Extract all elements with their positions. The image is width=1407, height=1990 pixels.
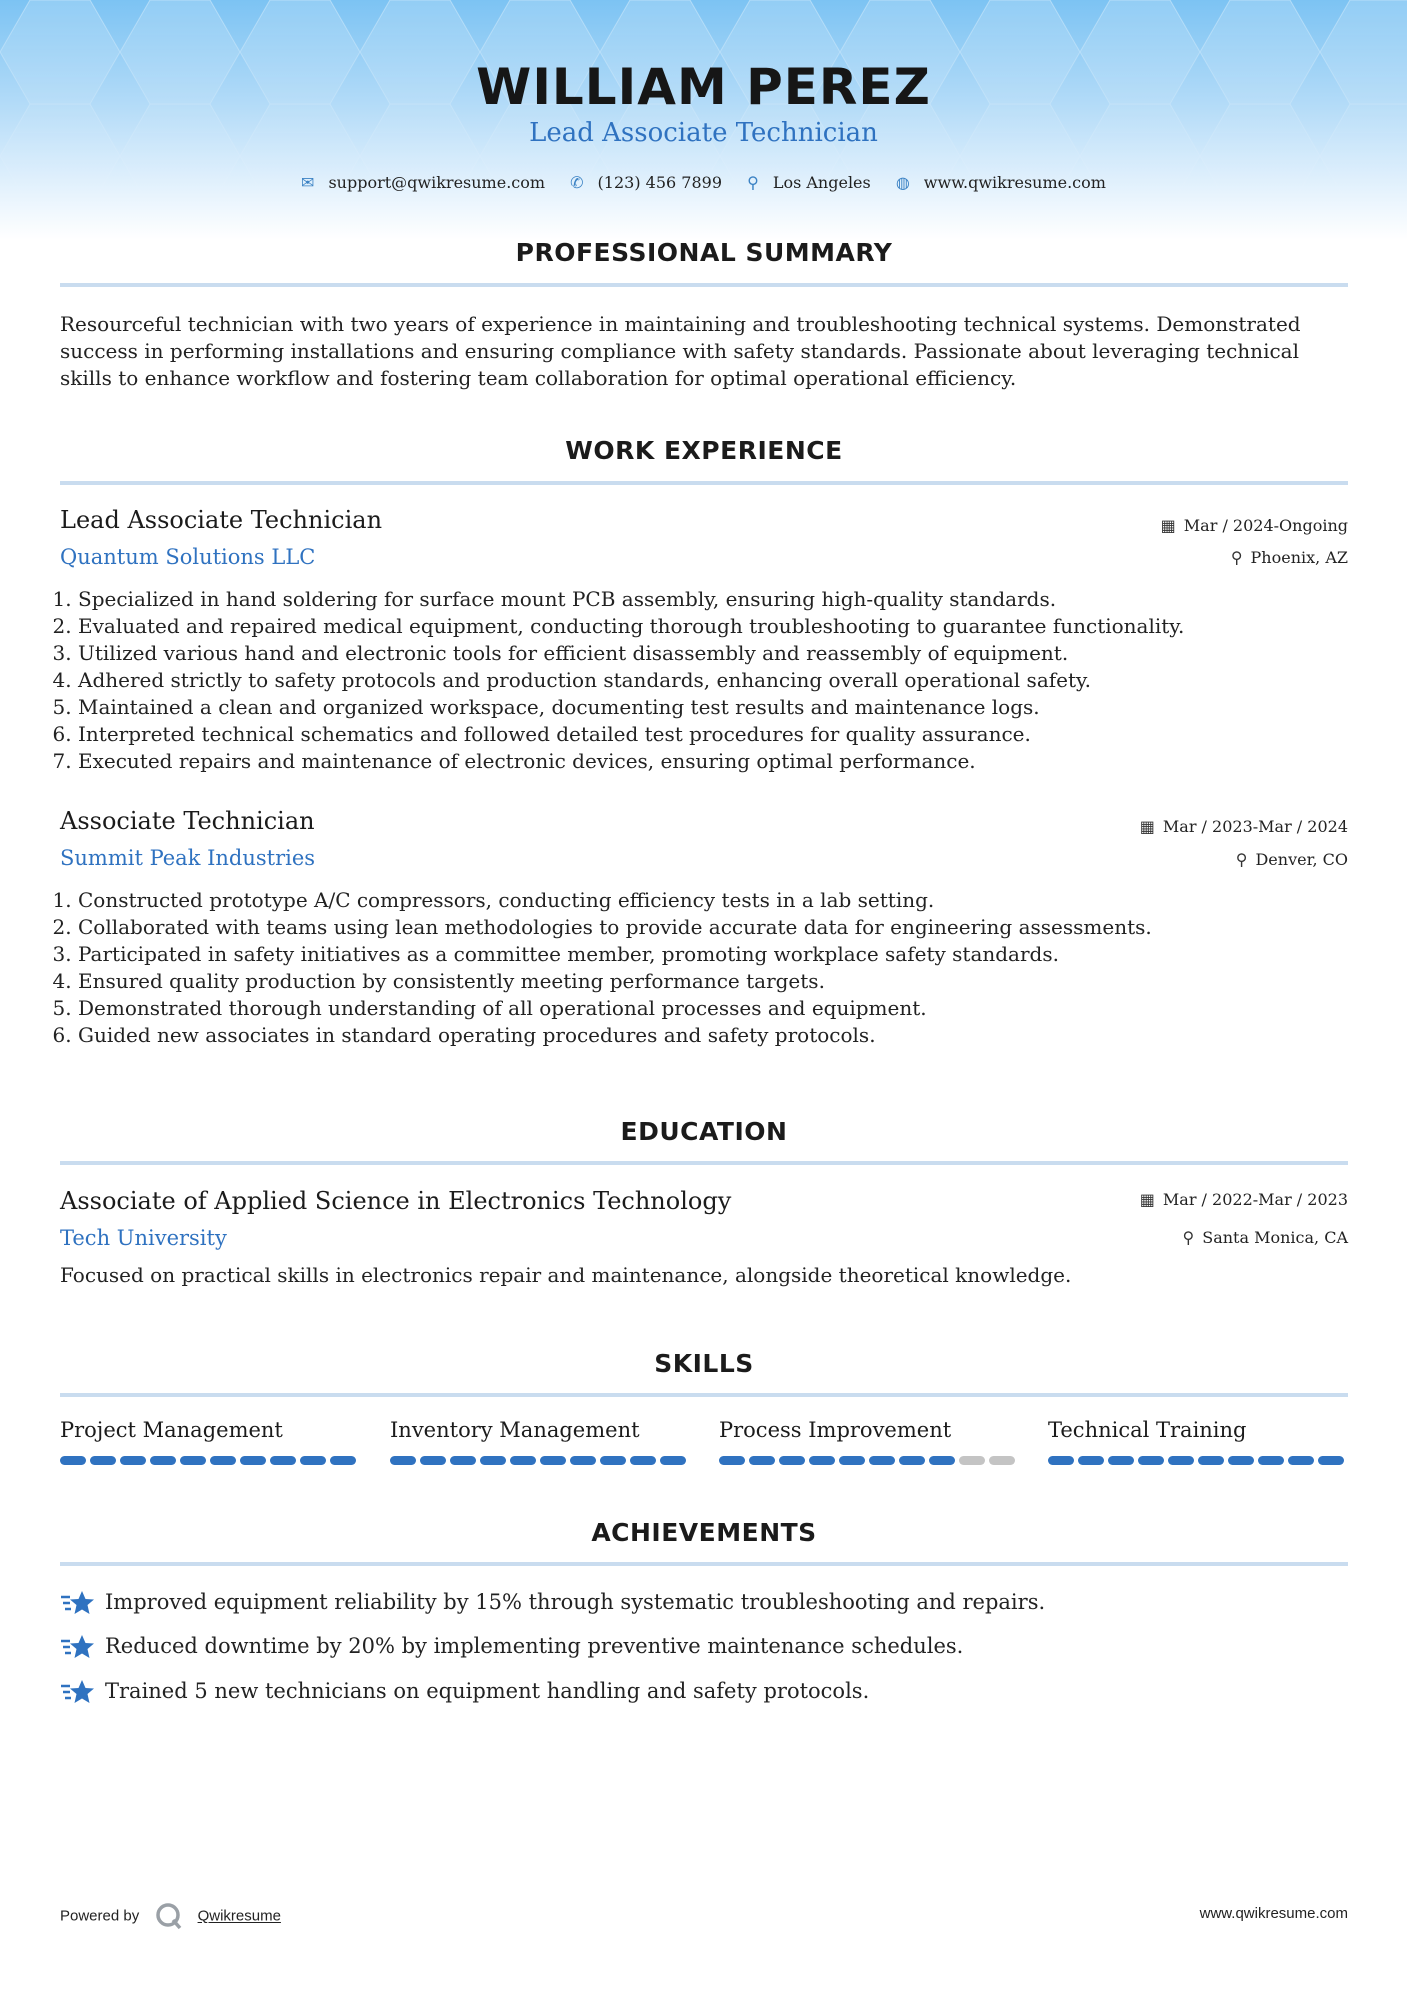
skill-segment-filled xyxy=(1078,1456,1104,1465)
phone-icon: ✆ xyxy=(570,173,584,192)
list-item: 1. Constructed prototype A/C compressors, conducting efficiency tests in a lab setting. xyxy=(78,887,1366,914)
list-item: 2. Collaborated with teams using lean methodologies to provide accurate data for engineering assessments. xyxy=(78,914,1366,941)
summary-text: Resourceful technician with two years of experience in maintaining and troubleshooting technical systems. Demonstrated success in performing installations and ensuring compliance with safety standards. Passionate about leveraging technical skills to enhance workflow and fostering team collaboration for optimal operational efficiency. xyxy=(60,312,1301,390)
skill-segment-filled xyxy=(300,1456,326,1465)
skill-segment-filled xyxy=(240,1456,266,1465)
skill-level-bar xyxy=(719,1456,1019,1465)
job-title: Lead Associate Technician xyxy=(60,506,383,534)
map-pin-icon: ⚲ xyxy=(747,173,759,192)
skill-segment-filled xyxy=(390,1456,416,1465)
job-bullets xyxy=(60,887,1366,1049)
skill-segment-filled xyxy=(1048,1456,1074,1465)
star-icon xyxy=(60,1632,94,1662)
achievement-text: Improved equipment reliability by 15% through systematic troubleshooting and repairs. xyxy=(105,1590,1046,1614)
location-text: Denver, CO xyxy=(1255,850,1348,869)
job-location xyxy=(1236,850,1348,869)
calendar-icon: ▦ xyxy=(1139,1190,1155,1209)
section-title-education: EDUCATION xyxy=(620,1117,788,1146)
location-text: Santa Monica, CA xyxy=(1202,1228,1348,1247)
email-text: support@qwikresume.com xyxy=(328,173,546,192)
list-item: 4. Adhered strictly to safety protocols and production standards, enhancing overall operational safety. xyxy=(78,667,1366,694)
list-item: 2. Evaluated and repaired medical equipment, conducting thorough troubleshooting to guarantee functionality. xyxy=(78,613,1366,640)
skill-segment-filled xyxy=(1288,1456,1314,1465)
star-icon xyxy=(60,1588,94,1618)
calendar-icon: ▦ xyxy=(1139,817,1155,836)
list-item: 7. Executed repairs and maintenance of electronic devices, ensuring optimal performance. xyxy=(78,748,1366,775)
contact-location xyxy=(747,173,871,192)
candidate-role: Lead Associate Technician xyxy=(529,118,878,148)
calendar-icon: ▦ xyxy=(1160,516,1176,535)
company-name: Quantum Solutions LLC xyxy=(60,545,316,569)
job-title: Associate Technician xyxy=(60,807,315,835)
skill-item xyxy=(719,1418,1019,1465)
skill-segment-filled xyxy=(1138,1456,1164,1465)
skill-name: Project Management xyxy=(60,1418,283,1442)
education-dates xyxy=(1140,1190,1348,1209)
section-divider xyxy=(60,1161,1348,1165)
skill-segment-filled xyxy=(630,1456,656,1465)
skill-segment-empty xyxy=(989,1456,1015,1465)
candidate-name: WILLIAM PEREZ xyxy=(476,58,931,116)
star-icon xyxy=(60,1677,94,1707)
achievement-text: Trained 5 new technicians on equipment handling and safety protocols. xyxy=(105,1679,870,1703)
skill-segment-filled xyxy=(1258,1456,1284,1465)
section-title-skills: SKILLS xyxy=(654,1349,754,1378)
globe-icon: ◍ xyxy=(895,173,910,192)
list-item: 4. Ensured quality production by consistently meeting performance targets. xyxy=(78,968,1366,995)
skill-name: Process Improvement xyxy=(719,1418,952,1442)
skill-segment-filled xyxy=(450,1456,476,1465)
skill-segment-filled xyxy=(1198,1456,1224,1465)
list-item: 5. Demonstrated thorough understanding of all operational processes and equipment. xyxy=(78,995,1366,1022)
skill-segment-filled xyxy=(839,1456,865,1465)
skill-level-bar xyxy=(60,1456,360,1465)
powered-by-label: Powered by xyxy=(60,1907,140,1925)
school-name: Tech University xyxy=(60,1226,227,1250)
pin-icon: ⚲ xyxy=(1182,1228,1195,1247)
job-bullets xyxy=(60,586,1366,775)
education-location xyxy=(1183,1228,1348,1247)
section-divider xyxy=(60,1393,1348,1397)
job-dates xyxy=(1161,516,1348,535)
skill-segment-filled xyxy=(330,1456,356,1465)
location-text: Los Angeles xyxy=(772,173,871,192)
skill-segment-filled xyxy=(809,1456,835,1465)
skill-segment-filled xyxy=(540,1456,566,1465)
skill-segment-filled xyxy=(120,1456,146,1465)
skill-item xyxy=(60,1418,360,1465)
dates-text: Mar / 2023-Mar / 2024 xyxy=(1162,817,1348,836)
skill-segment-filled xyxy=(719,1456,745,1465)
degree-title: Associate of Applied Science in Electronics Technology xyxy=(60,1187,732,1215)
brand-link[interactable]: Qwikresume xyxy=(197,1907,281,1925)
pin-icon: ⚲ xyxy=(1230,548,1243,567)
list-item: 5. Maintained a clean and organized workspace, documenting test results and maintenance logs. xyxy=(78,694,1366,721)
skill-segment-empty xyxy=(959,1456,985,1465)
contact-phone[interactable] xyxy=(570,173,722,192)
footer-website[interactable]: www.qwikresume.com xyxy=(1199,1905,1348,1922)
education-description: Focused on practical skills in electronics repair and maintenance, alongside theoretical knowledge. xyxy=(60,1263,1072,1287)
skill-level-bar xyxy=(390,1456,690,1465)
skill-segment-filled xyxy=(749,1456,775,1465)
list-item: 6. Interpreted technical schematics and followed detailed test procedures for quality assurance. xyxy=(78,721,1366,748)
skill-segment-filled xyxy=(270,1456,296,1465)
skill-segment-filled xyxy=(869,1456,895,1465)
contact-bar xyxy=(0,172,1407,192)
skill-segment-filled xyxy=(1168,1456,1194,1465)
location-text: Phoenix, AZ xyxy=(1250,548,1348,567)
achievement-text: Reduced downtime by 20% by implementing preventive maintenance schedules. xyxy=(105,1634,964,1658)
skill-segment-filled xyxy=(210,1456,236,1465)
dates-text: Mar / 2022-Mar / 2023 xyxy=(1162,1190,1348,1209)
skill-name: Technical Training xyxy=(1048,1418,1247,1442)
section-divider xyxy=(60,1562,1348,1566)
skill-segment-filled xyxy=(480,1456,506,1465)
company-name: Summit Peak Industries xyxy=(60,846,316,870)
dates-text: Mar / 2024-Ongoing xyxy=(1183,516,1348,535)
skill-segment-filled xyxy=(420,1456,446,1465)
skill-segment-filled xyxy=(1108,1456,1134,1465)
skill-segment-filled xyxy=(510,1456,536,1465)
footer-powered-by xyxy=(60,1902,281,1930)
skill-segment-filled xyxy=(570,1456,596,1465)
skill-segment-filled xyxy=(150,1456,176,1465)
skill-segment-filled xyxy=(779,1456,805,1465)
skill-segment-filled xyxy=(180,1456,206,1465)
section-divider xyxy=(60,283,1348,287)
skill-segment-filled xyxy=(60,1456,86,1465)
skill-segment-filled xyxy=(660,1456,686,1465)
section-title-experience: WORK EXPERIENCE xyxy=(565,436,843,465)
skill-segment-filled xyxy=(1318,1456,1344,1465)
list-item: 1. Specialized in hand soldering for surface mount PCB assembly, ensuring high-quality standards. xyxy=(78,586,1366,613)
contact-website[interactable] xyxy=(896,173,1106,192)
skill-segment-filled xyxy=(929,1456,955,1465)
envelope-icon: ✉ xyxy=(301,173,315,192)
list-item: 6. Guided new associates in standard operating procedures and safety protocols. xyxy=(78,1022,1366,1049)
list-item: 3. Utilized various hand and electronic tools for efficient disassembly and reassembly of equipment. xyxy=(78,640,1366,667)
pin-icon: ⚲ xyxy=(1235,850,1248,869)
contact-email[interactable] xyxy=(301,173,545,192)
skill-name: Inventory Management xyxy=(390,1418,640,1442)
skill-segment-filled xyxy=(899,1456,925,1465)
section-title-achievements: ACHIEVEMENTS xyxy=(591,1518,817,1547)
skill-segment-filled xyxy=(1228,1456,1254,1465)
job-dates xyxy=(1140,817,1348,836)
website-text: www.qwikresume.com xyxy=(923,173,1106,192)
skill-item xyxy=(390,1418,690,1465)
phone-text: (123) 456 7899 xyxy=(597,173,722,192)
skill-item xyxy=(1048,1418,1348,1465)
list-item: 3. Participated in safety initiatives as a committee member, promoting workplace safety standards. xyxy=(78,941,1366,968)
section-divider xyxy=(60,481,1348,485)
skill-segment-filled xyxy=(600,1456,626,1465)
skill-level-bar xyxy=(1048,1456,1348,1465)
section-title-summary: PROFESSIONAL SUMMARY xyxy=(515,238,893,267)
qwikresume-logo-icon xyxy=(155,1902,183,1930)
job-location xyxy=(1231,548,1348,567)
skill-segment-filled xyxy=(90,1456,116,1465)
